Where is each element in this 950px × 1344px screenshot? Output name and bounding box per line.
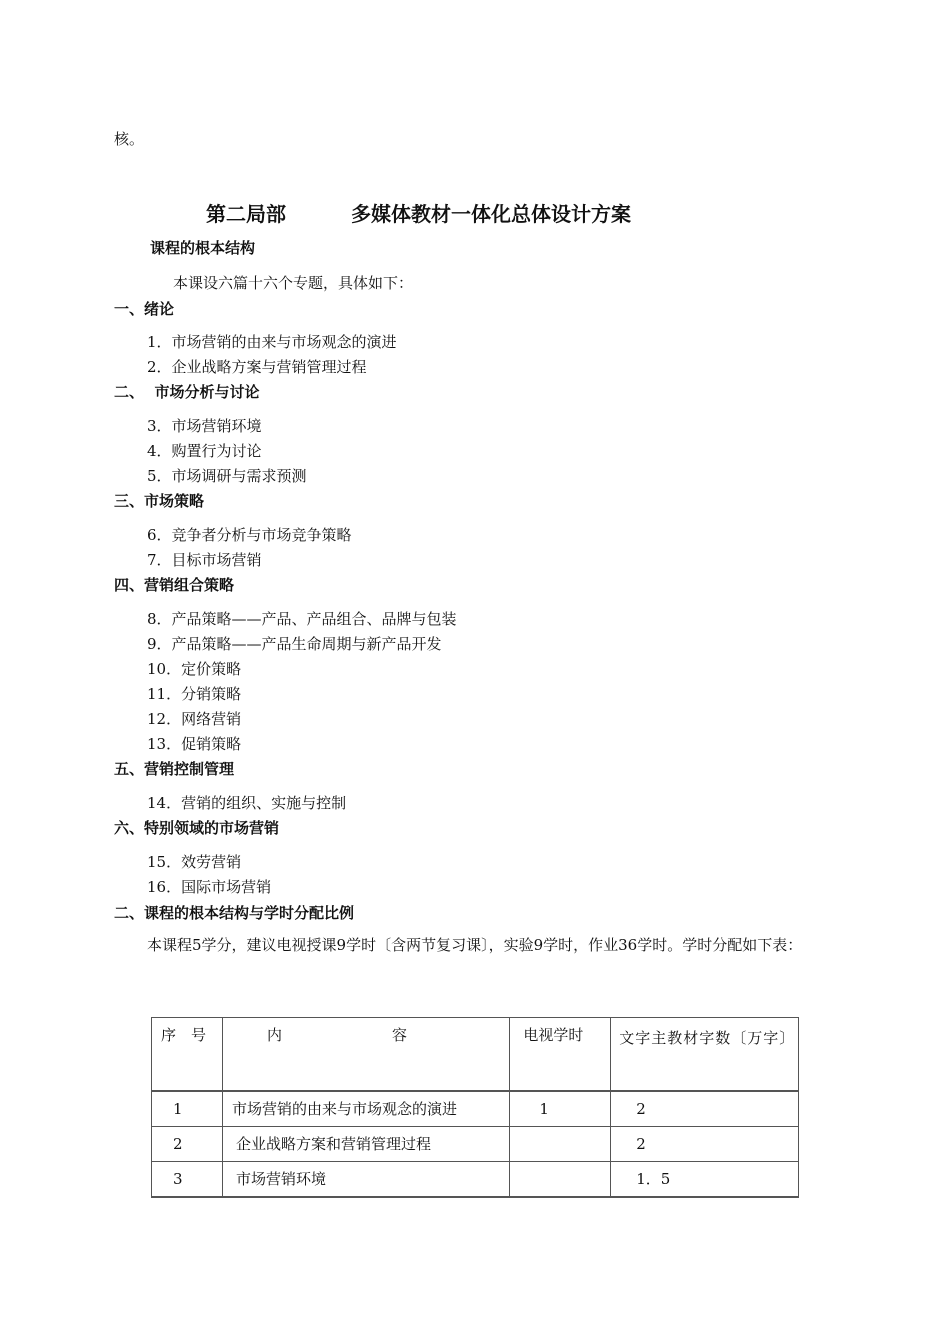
list-item: 16．国际市场营销 [147,878,272,896]
section-heading: 六、特别领域的市场营销 [114,819,280,837]
cell-tv: 1 [539,1100,549,1118]
part-title: 多媒体教材一体化总体设计方案 [351,202,631,226]
header-content-b: 容 [391,1026,407,1044]
header-word-count: 文字主教材字数〔万字〕 [619,1029,796,1047]
header-cell [222,1018,509,1092]
cell-tv [510,1127,610,1133]
list-item: 6．竞争者分析与市场竞争策略 [147,526,352,544]
list-item: 10．定价策略 [147,660,242,678]
cell-no: 1 [173,1100,183,1118]
header-cell [611,1018,799,1092]
header-cell [152,1018,223,1092]
cell-content: 市场营销环境 [235,1170,326,1188]
part-label: 第二局部 [206,202,286,226]
cell-words: 1．5 [636,1170,671,1188]
carryover-text: 核。 [114,130,145,148]
table-header-row [152,1018,799,1092]
structure-heading: 课程的根本结构 [150,239,256,257]
section-heading: 四、营销组合策略 [114,576,235,594]
cell-content: 市场营销的由来与市场观念的演进 [231,1100,457,1118]
cell-content: 企业战略方案和营销管理过程 [235,1135,431,1153]
intro-text: 本课设六篇十六个专题，具体如下： [173,274,414,292]
list-item: 15．效劳营销 [147,853,242,871]
header-no: 序 号 [161,1026,207,1044]
header-cell [510,1018,611,1092]
hours-paragraph: 本课程5学分，建议电视授课9学时〔含两节复习课〕，实验9学时，作业36学时。学时分配如下表： [147,936,803,954]
section-heading: 三、市场策略 [114,492,205,510]
list-item: 4．购置行为讨论 [147,442,262,460]
list-item: 12．网络营销 [147,710,242,728]
hours-heading: 二、课程的根本结构与学时分配比例 [114,904,355,922]
cell-words: 2 [636,1135,646,1153]
table-row [152,1127,799,1162]
cell-words: 2 [636,1100,646,1118]
section-heading: 五、营销控制管理 [114,760,235,778]
cell-tv [510,1162,610,1168]
list-item: 7．目标市场营销 [147,551,262,569]
section-heading: 二、 市场分析与讨论 [114,383,260,401]
list-item: 9．产品策略——产品生命周期与新产品开发 [147,635,442,653]
cell-no: 3 [173,1170,183,1188]
list-item: 2．企业战略方案与营销管理过程 [147,358,367,376]
hours-table [151,1017,799,1198]
header-tv-hours: 电视学时 [523,1026,584,1044]
table-row [152,1162,799,1198]
header-content-a: 内 [266,1026,282,1044]
section-heading: 一、绪论 [114,300,175,318]
list-item: 8．产品策略——产品、产品组合、品牌与包装 [147,610,457,628]
list-item: 3．市场营销环境 [147,417,262,435]
table-row [152,1091,799,1127]
list-item: 1．市场营销的由来与市场观念的演进 [147,333,397,351]
list-item: 14．营销的组织、实施与控制 [147,794,347,812]
list-item: 13．促销策略 [147,735,242,753]
list-item: 11．分销策略 [147,685,242,703]
list-item: 5．市场调研与需求预测 [147,467,307,485]
cell-no: 2 [173,1135,183,1153]
